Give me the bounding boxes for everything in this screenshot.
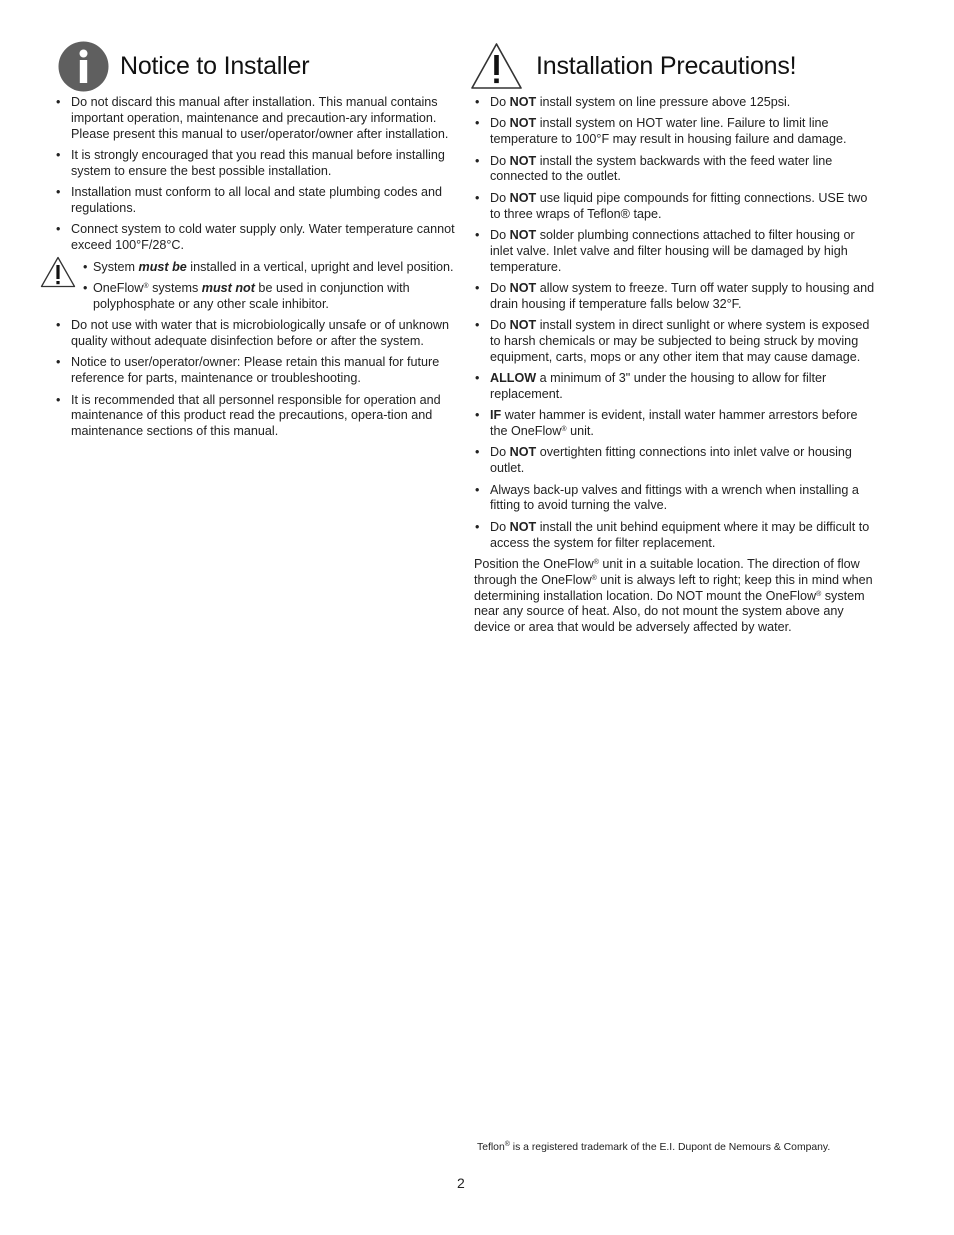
list-item: • Do NOT install system in direct sunlight or where system is exposed to harsh chemicals or may be subjected to being struck by moving equipment, carts, mops or any other item that may cause damage. — [470, 318, 875, 365]
list-item: • Do NOT install system on line pressure above 125psi. — [470, 95, 875, 111]
list-item: • Do NOT solder plumbing connections attached to filter housing or inlet valve. Inlet valve and filter housing will be damaged by high temperature. — [470, 228, 875, 275]
page-number: 2 — [457, 1175, 465, 1191]
list-item: • Do NOT overtighten fitting connections into inlet valve or housing outlet. — [470, 445, 875, 477]
list-item: • Do NOT install the unit behind equipment where it may be difficult to access the system for filter replacement. — [470, 520, 875, 552]
list-item: • Always back-up valves and fittings with a wrench when installing a fitting to avoid turning the valve. — [470, 483, 875, 515]
notice-list-continued — [40, 318, 455, 440]
list-item: • Do NOT install system on HOT water line. Failure to limit line temperature to 100°F may result in housing failure and damage. — [470, 116, 875, 148]
notice-heading-row — [40, 40, 455, 92]
notice-list — [40, 95, 455, 254]
info-icon — [58, 41, 109, 92]
list-item: • It is strongly encouraged that you read this manual before installing system to ensure the best possible installation. — [40, 148, 455, 180]
precautions-heading-row — [470, 40, 875, 92]
trademark-footnote: Teflon® is a registered trademark of the E.I. Dupont de Nemours & Company. — [477, 1141, 831, 1153]
warning-block — [40, 260, 455, 313]
list-item: • IF water hammer is evident, install water hammer arrestors before the OneFlow® unit. — [470, 408, 875, 440]
warning-item: • OneFlow® systems must not be used in conjunction with polyphosphate or any other scale inhibitor. — [82, 281, 455, 313]
warning-triangle-icon — [40, 256, 76, 288]
positioning-paragraph: Position the OneFlow® unit in a suitable location. The direction of flow through the OneFlow® unit is always left to right; keep this in mind when determining installation location. Do NOT mount the OneFlow® system near any source of heat. Also, do not mount the system above any device or area that would be adversely affected by water. — [474, 557, 873, 635]
list-item: • Do not use with water that is microbiologically unsafe or of unknown quality without adequate disinfection before or after the system. — [40, 318, 455, 350]
notice-to-installer-heading: Notice to Installer — [120, 52, 310, 80]
installation-precautions-section — [470, 40, 875, 636]
list-item: • Do not discard this manual after installation. This manual contains important operation, maintenance and precaution-ary information. Please present this manual to user/operator/owner after installation. — [40, 95, 455, 142]
list-item: • ALLOW a minimum of 3" under the housing to allow for filter replacement. — [470, 371, 875, 403]
installation-precautions-heading: Installation Precautions! — [536, 52, 797, 80]
list-item: • Installation must conform to all local and state plumbing codes and regulations. — [40, 185, 455, 217]
warning-item: • System must be installed in a vertical, upright and level position. — [82, 260, 455, 276]
notice-to-installer-section — [40, 40, 455, 445]
precautions-list — [470, 95, 875, 551]
list-item: • Connect system to cold water supply only. Water temperature cannot exceed 100°F/28°C. — [40, 222, 455, 254]
list-item: • Do NOT install the system backwards with the feed water line connected to the outlet. — [470, 154, 875, 186]
warning-triangle-icon — [470, 42, 523, 90]
list-item: • Do NOT use liquid pipe compounds for fitting connections. USE two to three wraps of Teflon® tape. — [470, 191, 875, 223]
list-item: • It is recommended that all personnel responsible for operation and maintenance of this product read the precautions, opera-tion and maintenance sections of this manual. — [40, 393, 455, 440]
list-item: • Notice to user/operator/owner: Please retain this manual for future reference for parts, maintenance or troubleshooting. — [40, 355, 455, 387]
list-item: • Do NOT allow system to freeze. Turn off water supply to housing and drain housing if temperature falls below 32°F. — [470, 281, 875, 313]
